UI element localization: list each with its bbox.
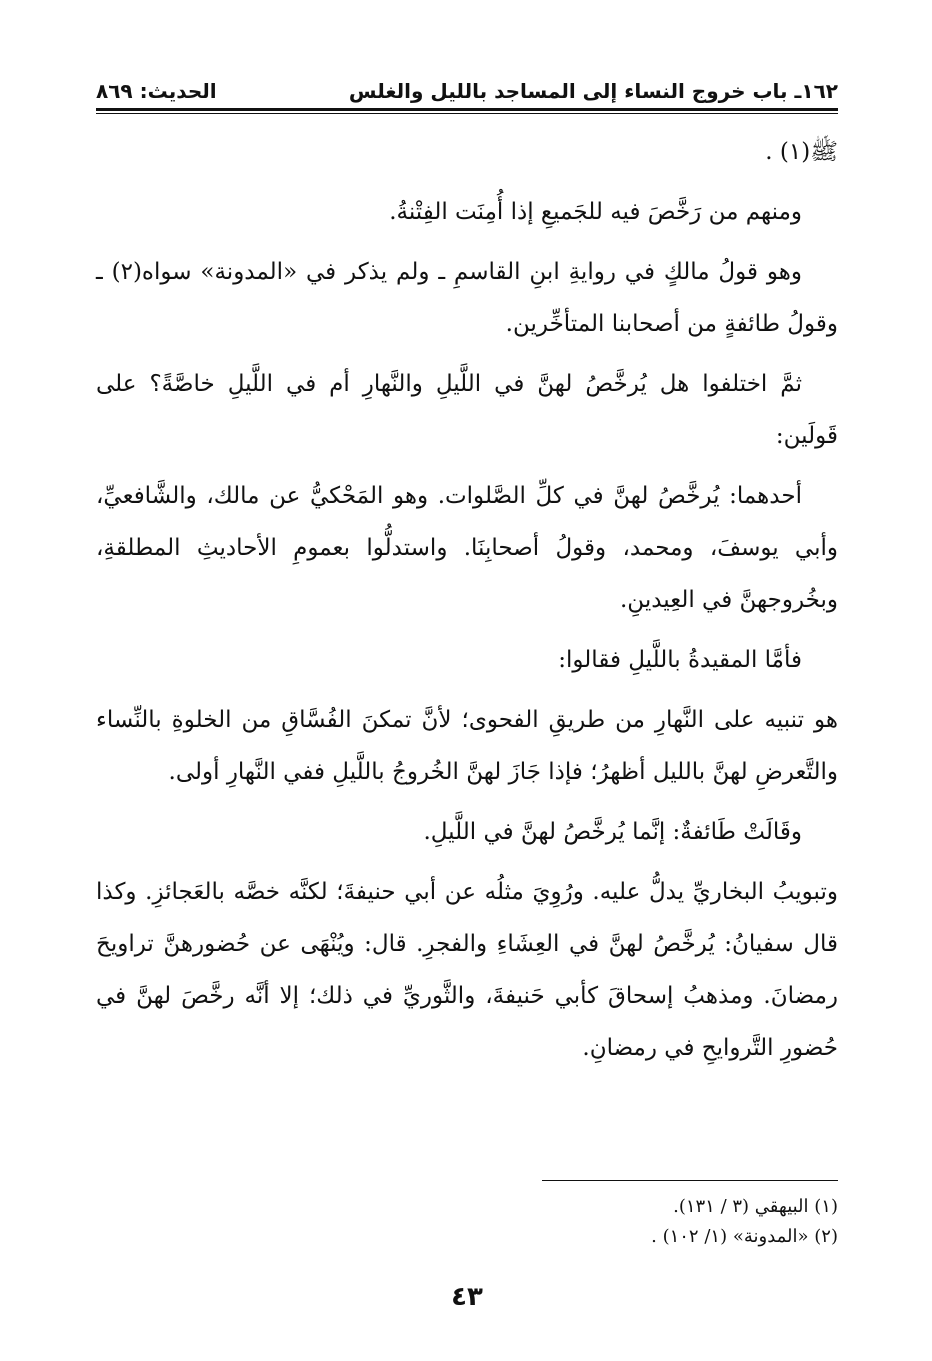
paragraph: ﷺ(١) . xyxy=(765,139,838,165)
footnote: (١) البيهقي (٣ / ١٣١). xyxy=(673,1196,838,1217)
paragraph: ومنهم من رَخَّصَ فيه للجَميعِ إذا أُمِنَت الفِتْنةُ. xyxy=(389,199,802,225)
paragraph: وقَالَتْ طَائفةٌ: إنَّما يُرخَّصُ لهنَّ في اللَّيلِ. xyxy=(423,819,802,845)
footnote-separator xyxy=(542,1180,838,1181)
paragraph: وهو قولُ مالكٍ في روايةِ ابنِ القاسمِ ـ ولم يذكر في «المدونة» سواه(٢) ـ وقولُ طائفةٍ من أصحابنا المتأخِّرين. xyxy=(96,259,838,337)
running-header xyxy=(96,74,838,108)
paragraph: وتبويبُ البخاريِّ يدلُّ عليه. ورُوِيَ مثلُه عن أبي حنيفةَ؛ لكنَّه خصَّه بالعَجائزِ. وكذا قال سفيانُ: يُرخَّصُ لهنَّ في العِشَاءِ والفجرِ. قال: ويُنْهَى عن حُضورهنَّ تراويحَ رمضانَ. ومذهبُ إسحاقَ كأبي حَنيفةَ، والثَّوريِّ في ذلك؛ إلا أنَّه رخَّصَ لهنَّ في حُضورِ التَّروايحِ في رمضانِ. xyxy=(96,879,838,1061)
paragraph: أحدهما: يُرخَّصُ لهنَّ في كلِّ الصَّلوات. وهو المَحْكيُّ عن مالك، والشَّافعيِّ، وأبي يوسفَ، ومحمد، وقولُ أصحابِنَا. واستدلُّوا بعمومِ الأحاديثِ المطلقةِ، وبخُروجهنَّ في العِيدينِ. xyxy=(96,483,838,613)
paragraph: فأمَّا المقيدةُ باللَّيلِ فقالوا: xyxy=(558,647,802,673)
footnotes xyxy=(96,1192,838,1252)
header-rule xyxy=(96,108,838,111)
paragraph: هو تنبيه على النَّهارِ من طريقِ الفحوى؛ لأنَّ تمكنَ الفُسَّاقِ من الخلوةِ بالنِّساء والتَّعرضِ لهنَّ بالليل أظهرُ؛ فإذا جَازَ لهنَّ الخُروجُ باللَّيلِ ففي النَّهارِ أولى. xyxy=(96,707,838,785)
chapter-title: ١٦٢ـ باب خروج النساء إلى المساجد بالليل والغلس xyxy=(348,79,838,103)
header-rule-thin xyxy=(96,113,838,114)
main-text xyxy=(96,126,838,1082)
paragraph: ثمَّ اختلفوا هل يُرخَّصُ لهنَّ في اللَّيلِ والنَّهارِ أم في اللَّيلِ خاصَّةً؟ على قَولَين: xyxy=(96,371,838,449)
hadith-number: الحديث: ٨٦٩ xyxy=(96,79,217,103)
footnote: (٢) «المدونة» (١/ ١٠٢) . xyxy=(651,1226,838,1247)
page-number: ٤٣ xyxy=(451,1282,483,1312)
book-page xyxy=(96,62,838,1322)
